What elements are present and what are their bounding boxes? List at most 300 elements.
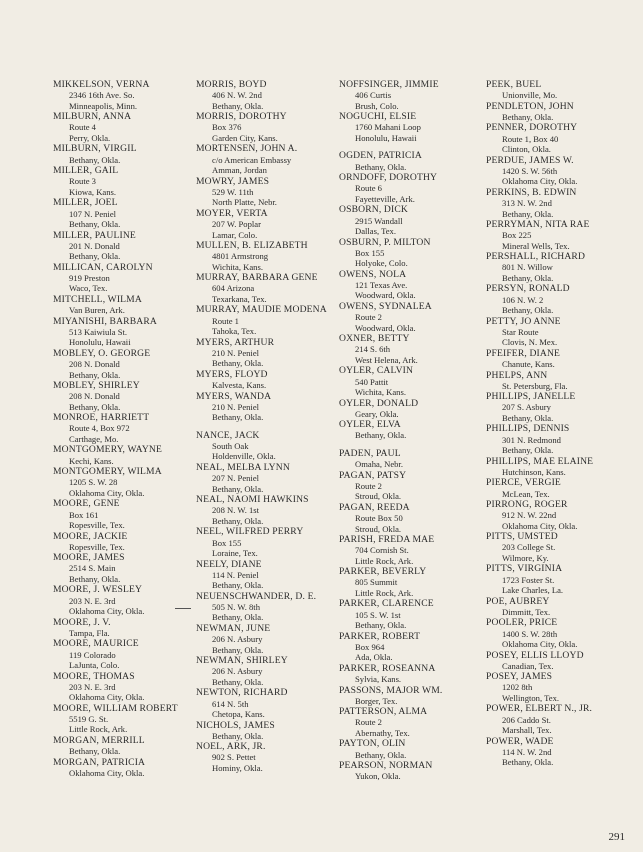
entry-address-line: 704 Cornish St.: [355, 545, 409, 556]
entry-address-line: Holdenville, Okla.: [212, 451, 276, 462]
entry-address-line: Oklahoma City, Okla.: [69, 767, 145, 778]
entry-address-line: Oklahoma City, Okla.: [502, 639, 578, 650]
entry-address-line: 1205 S. W. 28: [69, 477, 118, 488]
entry-address-line: 1420 S. W. 56th: [502, 165, 558, 176]
directory-entry: [53, 757, 193, 779]
entry-address-line: 206 Caddo St.: [502, 714, 551, 725]
entry-address-line: Bethany, Okla.: [212, 676, 264, 687]
entry-name: MILLICAN, CAROLYN: [53, 261, 153, 273]
directory-entry: [486, 596, 636, 618]
directory-entry: [53, 348, 193, 380]
entry-address-line: Bethany, Okla.: [69, 401, 121, 412]
directory-entry: [196, 391, 338, 423]
entry-name: MYERS, WANDA: [196, 390, 272, 402]
entry-address-line: Bethany, Okla.: [69, 251, 121, 262]
entry-name: MURRAY, MAUDIE MODENA: [196, 304, 327, 316]
entry-name: MOORE, J. WESLEY: [53, 584, 143, 596]
entry-name: MOORE, WILLIAM ROBERT: [53, 702, 178, 714]
entry-name: PENDLETON, JOHN: [486, 100, 574, 112]
directory-entry: [339, 566, 481, 598]
entry-address-line: Stroud, Okla.: [355, 523, 402, 534]
entry-name: PADEN, PAUL: [339, 447, 401, 459]
directory-entry: [486, 101, 636, 123]
entry-name: MIYANISHI, BARBARA: [53, 315, 157, 327]
entry-name: PAGAN, PATSY: [339, 469, 407, 481]
entry-name: MONTGOMERY, WILMA: [53, 466, 162, 478]
entry-address-line: 208 N. Donald: [69, 359, 120, 370]
directory-column-4: [486, 79, 636, 768]
directory-entry: [486, 736, 636, 768]
directory-entry: [196, 720, 338, 742]
entry-address-line: Bethany, Okla.: [355, 749, 407, 760]
directory-entry: [486, 79, 636, 101]
entry-address-line: 114 N. W. 2nd: [502, 746, 552, 757]
entry-address-line: Holyoke, Colo.: [355, 258, 408, 269]
directory-entry: [339, 419, 481, 441]
directory-entry: [339, 79, 481, 111]
entry-name: NOFFSINGER, JIMMIE: [339, 79, 439, 90]
directory-entry: [196, 462, 338, 494]
entry-address-line: Route 6: [355, 183, 382, 194]
directory-entry: [53, 703, 193, 735]
entry-name: OYLER, DONALD: [339, 397, 419, 409]
entry-name: NOEL, ARK, JR.: [196, 741, 266, 753]
entry-address-line: Bethany, Okla.: [355, 430, 407, 441]
entry-name: MORGAN, PATRICIA: [53, 756, 146, 768]
entry-name: PERSYN, RONALD: [486, 283, 570, 295]
directory-entry: [196, 559, 338, 591]
entry-name: POOLER, PRICE: [486, 617, 558, 629]
entry-name: MOORE, JACKIE: [53, 530, 128, 542]
directory-entry: [339, 470, 481, 502]
entry-name: MOBLEY, SHIRLEY: [53, 380, 140, 392]
directory-entry: [486, 316, 636, 348]
directory-entry: [196, 240, 338, 272]
entry-name: PAYTON, OLIN: [339, 738, 406, 750]
entry-address-line: 540 Pattit: [355, 376, 389, 387]
entry-address-line: 2514 S. Main: [69, 563, 116, 574]
letter-section-gap: [196, 423, 338, 430]
entry-address-line: Clinton, Okla.: [502, 144, 551, 155]
directory-entry: [486, 617, 636, 649]
directory-entry: [196, 526, 338, 558]
entry-address-line: Canadian, Tex.: [502, 660, 554, 671]
entry-name: PEEK, BUEL: [486, 79, 542, 90]
entry-address-line: Carthage, Mo.: [69, 433, 119, 444]
entry-name: MOORE, JAMES: [53, 552, 125, 564]
entry-name: PARKER, CLARENCE: [339, 598, 434, 610]
directory-entry: [53, 671, 193, 703]
entry-address-line: 5519 G. St.: [69, 713, 109, 724]
entry-name: NEEL, WILFRED PERRY: [196, 526, 304, 538]
entry-name: OYLER, ELVA: [339, 419, 401, 431]
entry-name: MIKKELSON, VERNA: [53, 79, 150, 90]
entry-name: POSEY, ELLIS LLOYD: [486, 649, 584, 661]
entry-address-line: 203 College St.: [502, 542, 556, 553]
entry-name: NEWMAN, SHIRLEY: [196, 655, 288, 667]
entry-name: PARKER, ROBERT: [339, 630, 421, 642]
entry-address-line: Amman, Jordan: [212, 165, 267, 176]
entry-name: OWENS, NOLA: [339, 268, 407, 280]
entry-address-line: Hutchinson, Kans.: [502, 466, 566, 477]
entry-name: NEWMAN, JUNE: [196, 622, 271, 634]
entry-name: MURRAY, BARBARA GENE: [196, 272, 318, 284]
entry-address-line: 301 N. Redmond: [502, 434, 561, 445]
directory-entry: [486, 671, 636, 703]
entry-address-line: 1760 Mahani Loop: [355, 122, 421, 133]
entry-address-line: 106 N. W. 2: [502, 294, 544, 305]
directory-entry: [339, 663, 481, 685]
entry-address-line: McLean, Tex.: [502, 488, 550, 499]
entry-address-line: Bethany, Okla.: [69, 573, 121, 584]
entry-name: PERKINS, B. EDWIN: [486, 186, 577, 198]
entry-name: NICHOLS, JAMES: [196, 719, 275, 731]
directory-entry: [339, 760, 481, 782]
directory-entry: [53, 735, 193, 757]
entry-name: MILLER, GAIL: [53, 165, 119, 177]
entry-address-line: 119 Colorado: [69, 649, 116, 660]
directory-entry: [339, 706, 481, 738]
directory-entry: [53, 111, 193, 143]
entry-address-line: Bethany, Okla.: [502, 305, 554, 316]
entry-name: PHILLIPS, MAE ELAINE: [486, 455, 594, 467]
entry-name: PHILLIPS, JANELLE: [486, 391, 576, 403]
entry-address-line: 604 Arizona: [212, 283, 255, 294]
entry-name: MONROE, HARRIETT: [53, 412, 150, 424]
directory-entry: [53, 316, 193, 348]
entry-address-line: Garden City, Kans.: [212, 132, 278, 143]
entry-name: PATTERSON, ALMA: [339, 706, 428, 718]
entry-name: NEUENSCHWANDER, D. E.: [196, 590, 317, 602]
entry-address-line: Ropesville, Tex.: [69, 520, 125, 531]
directory-entry: [339, 685, 481, 707]
entry-name: MYERS, FLOYD: [196, 368, 268, 380]
entry-name: MOORE, J. V.: [53, 616, 111, 628]
directory-entry: [53, 143, 193, 165]
entry-address-line: Bethany, Okla.: [69, 219, 121, 230]
letter-section-gap: [339, 441, 481, 448]
directory-entry: [486, 650, 636, 672]
directory-entry: [196, 304, 338, 336]
entry-name: MONTGOMERY, WAYNE: [53, 444, 162, 456]
directory-entry: [196, 655, 338, 687]
directory-entry: [339, 738, 481, 760]
entry-name: MORGAN, MERRILL: [53, 734, 145, 746]
directory-entry: [486, 251, 636, 283]
directory-entry: [486, 219, 636, 251]
directory-entry: [196, 369, 338, 391]
entry-name: PIERCE, VERGIE: [486, 477, 561, 489]
directory-entry: [486, 423, 636, 455]
entry-address-line: Clovis, N. Mex.: [502, 337, 558, 348]
entry-address-line: 529 W. 11th: [212, 186, 254, 197]
entry-address-line: Dimmitt, Tex.: [502, 606, 551, 617]
entry-name: OSBURN, P. MILTON: [339, 236, 431, 248]
directory-entry: [53, 617, 193, 639]
margin-mark: [175, 608, 191, 609]
directory-entry: [53, 79, 193, 111]
entry-name: POWER, WADE: [486, 735, 554, 747]
entry-name: MILLER, JOEL: [53, 197, 118, 209]
entry-address-line: Van Buren, Ark.: [69, 305, 125, 316]
letter-section-gap: [339, 143, 481, 150]
entry-address-line: Minneapolis, Minn.: [69, 100, 138, 111]
entry-address-line: Star Route: [502, 326, 539, 337]
entry-address-line: 208 N. Donald: [69, 391, 120, 402]
entry-address-line: St. Petersburg, Fla.: [502, 380, 568, 391]
entry-address-line: 203 N. E. 3rd: [69, 681, 116, 692]
directory-entry: [53, 552, 193, 584]
directory-entry: [196, 208, 338, 240]
entry-address-line: Lamar, Colo.: [212, 229, 258, 240]
directory-entry: [339, 448, 481, 470]
entry-name: PHILLIPS, DENNIS: [486, 423, 570, 435]
directory-entry: [53, 230, 193, 262]
entry-address-line: Chetopa, Kans.: [212, 709, 265, 720]
entry-address-line: Wilmore, Ky.: [502, 552, 549, 563]
entry-name: ORNDOFF, DOROTHY: [339, 172, 438, 184]
entry-address-line: Brush, Colo.: [355, 100, 399, 111]
directory-entry: [53, 498, 193, 530]
entry-address-line: Fayetteville, Ark.: [355, 193, 415, 204]
entry-name: MORRIS, DOROTHY: [196, 111, 287, 123]
entry-address-line: Little Rock, Ark.: [69, 724, 128, 735]
directory-entry: [53, 466, 193, 498]
entry-address-line: 203 N. E. 3rd: [69, 595, 116, 606]
entry-address-line: 1202 8th: [502, 682, 533, 693]
entry-address-line: 207 N. Peniel: [212, 473, 260, 484]
entry-address-line: Yukon, Okla.: [355, 771, 401, 782]
entry-name: PERSHALL, RICHARD: [486, 251, 586, 263]
directory-entry: [53, 638, 193, 670]
entry-address-line: 406 Curtis: [355, 90, 392, 101]
entry-name: MOORE, THOMAS: [53, 670, 135, 682]
entry-name: MOBLEY, O. GEORGE: [53, 347, 151, 359]
entry-address-line: Omaha, Nebr.: [355, 459, 403, 470]
entry-address-line: Chanute, Kans.: [502, 359, 555, 370]
entry-name: MOORE, MAURICE: [53, 638, 139, 650]
entry-name: MILBURN, VIRGIL: [53, 143, 137, 155]
entry-address-line: Box 155: [355, 247, 385, 258]
entry-address-line: Box 225: [502, 230, 532, 241]
entry-address-line: North Platte, Nebr.: [212, 197, 277, 208]
entry-address-line: 4801 Armstrong: [212, 251, 269, 262]
entry-name: NEELY, DIANE: [196, 558, 262, 570]
entry-name: NEWTON, RICHARD: [196, 687, 288, 699]
directory-entry: [339, 333, 481, 365]
entry-address-line: Woodward, Okla.: [355, 290, 416, 301]
entry-name: PHELPS, ANN: [486, 369, 548, 381]
entry-name: PERRYMAN, NITA RAE: [486, 219, 590, 231]
directory-entry: [53, 262, 193, 294]
directory-entry: [196, 430, 338, 462]
directory-entry: [339, 269, 481, 301]
entry-address-line: Bethany, Okla.: [502, 272, 554, 283]
directory-entry: [486, 499, 636, 531]
directory-entry: [339, 631, 481, 663]
entry-address-line: Bethany, Okla.: [212, 483, 264, 494]
directory-column-2: [196, 79, 338, 773]
entry-address-line: Bethany, Okla.: [212, 644, 264, 655]
page-number: 291: [608, 831, 625, 843]
entry-address-line: Wellington, Tex.: [502, 692, 560, 703]
entry-address-line: 214 S. 6th: [355, 344, 391, 355]
entry-name: PIRRONG, ROGER: [486, 499, 568, 511]
entry-address-line: Bethany, Okla.: [212, 515, 264, 526]
entry-address-line: 207 S. Asbury: [502, 402, 551, 413]
entry-address-line: Mineral Wells, Tex.: [502, 240, 570, 251]
entry-name: PASSONS, MAJOR WM.: [339, 684, 443, 696]
directory-entry: [339, 301, 481, 333]
entry-address-line: Bethany, Okla.: [502, 757, 554, 768]
entry-address-line: Tahoka, Tex.: [212, 326, 257, 337]
entry-name: PEARSON, NORMAN: [339, 760, 433, 772]
entry-address-line: Bethany, Okla.: [212, 358, 264, 369]
entry-address-line: 114 N. Peniel: [212, 569, 259, 580]
directory-entry: [196, 337, 338, 369]
entry-address-line: Bethany, Okla.: [212, 100, 264, 111]
directory-entry: [196, 494, 338, 526]
directory-entry: [53, 197, 193, 229]
directory-entry: [339, 111, 481, 143]
entry-address-line: 801 N. Willow: [502, 262, 553, 273]
entry-name: OXNER, BETTY: [339, 333, 410, 345]
directory-entry: [196, 272, 338, 304]
entry-address-line: 313 N. W. 2nd: [502, 198, 552, 209]
entry-address-line: 107 N. Peniel: [69, 208, 117, 219]
entry-address-line: Route 1, Box 40: [502, 133, 559, 144]
entry-address-line: Loraine, Tex.: [212, 548, 258, 559]
entry-name: POWER, ELBERT N., JR.: [486, 703, 593, 715]
entry-name: OSBORN, DICK: [339, 204, 408, 216]
entry-name: MOYER, VERTA: [196, 207, 268, 219]
directory-entry: [486, 348, 636, 370]
entry-address-line: Little Rock, Ark.: [355, 587, 414, 598]
entry-address-line: Tampa, Fla.: [69, 627, 110, 638]
entry-address-line: 206 N. Asbury: [212, 666, 263, 677]
entry-address-line: Woodward, Okla.: [355, 322, 416, 333]
directory-entry: [339, 237, 481, 269]
entry-address-line: 2915 Wandall: [355, 215, 403, 226]
entry-address-line: Hominy, Okla.: [212, 762, 263, 773]
entry-address-line: Bethany, Okla.: [502, 412, 554, 423]
entry-address-line: 406 N. W. 2nd: [212, 90, 262, 101]
directory-entry: [196, 591, 338, 623]
entry-name: MOWRY, JAMES: [196, 175, 270, 187]
entry-address-line: 105 S. W. 1st: [355, 609, 401, 620]
directory-entry: [486, 456, 636, 478]
entry-address-line: 208 N. W. 1st: [212, 505, 260, 516]
directory-column-3: [339, 79, 481, 782]
entry-address-line: c/o American Embassy: [212, 154, 292, 165]
entry-address-line: Route 2: [355, 480, 382, 491]
entry-address-line: South Oak: [212, 440, 249, 451]
directory-entry: [486, 477, 636, 499]
entry-address-line: Honolulu, Hawaii: [355, 132, 417, 143]
directory-entry: [486, 370, 636, 392]
directory-entry: [196, 79, 338, 111]
entry-address-line: Sylvia, Kans.: [355, 674, 402, 685]
entry-address-line: Ropesville, Tex.: [69, 541, 125, 552]
entry-address-line: 1723 Foster St.: [502, 574, 555, 585]
entry-name: NOGUCHI, ELSIE: [339, 111, 417, 123]
entry-address-line: LaJunta, Colo.: [69, 660, 120, 671]
entry-address-line: Bethany, Okla.: [212, 612, 264, 623]
entry-address-line: Bethany, Okla.: [212, 580, 264, 591]
directory-entry: [486, 155, 636, 187]
entry-address-line: Box 161: [69, 509, 99, 520]
entry-address-line: Route 4, Box 972: [69, 423, 130, 434]
entry-address-line: 121 Texas Ave.: [355, 279, 408, 290]
entry-address-line: Route 3: [69, 176, 96, 187]
entry-address-line: Lake Charles, La.: [502, 585, 564, 596]
directory-entry: [339, 365, 481, 397]
directory-entry: [196, 111, 338, 143]
directory-entry: [486, 563, 636, 595]
entry-address-line: Oklahoma City, Okla.: [502, 176, 578, 187]
entry-name: MILLER, PAULINE: [53, 229, 136, 241]
entry-name: POE, AUBREY: [486, 595, 550, 607]
directory-entry: [196, 741, 338, 773]
entry-address-line: Route 4: [69, 122, 96, 133]
entry-address-line: Kechi, Kans.: [69, 455, 114, 466]
entry-address-line: Marshall, Tex.: [502, 725, 552, 736]
directory-entry: [486, 283, 636, 315]
entry-address-line: Bethany, Okla.: [69, 746, 121, 757]
entry-name: OGDEN, PATRICIA: [339, 150, 422, 162]
entry-address-line: Kalvesta, Kans.: [212, 380, 267, 391]
directory-entry: [486, 391, 636, 423]
entry-address-line: Texarkana, Tex.: [212, 293, 267, 304]
entry-address-line: Route Box 50: [355, 513, 403, 524]
entry-address-line: Ada, Okla.: [355, 652, 393, 663]
entry-address-line: Stroud, Okla.: [355, 491, 402, 502]
entry-address-line: Box 155: [212, 537, 242, 548]
directory-entry: [339, 204, 481, 236]
entry-name: OYLER, CALVIN: [339, 365, 414, 377]
entry-address-line: Bethany, Okla.: [502, 111, 554, 122]
entry-address-line: Box 376: [212, 122, 242, 133]
entry-address-line: 614 N. 5th: [212, 698, 249, 709]
entry-name: PFEIFER, DIANE: [486, 347, 561, 359]
entry-name: POSEY, JAMES: [486, 671, 553, 683]
entry-address-line: Oklahoma City, Okla.: [502, 520, 578, 531]
entry-address-line: Bethany, Okla.: [355, 620, 407, 631]
entry-address-line: Perry, Okla.: [69, 132, 111, 143]
entry-address-line: 201 N. Donald: [69, 240, 120, 251]
entry-address-line: Waco, Tex.: [69, 283, 108, 294]
entry-name: MORTENSEN, JOHN A.: [196, 143, 298, 155]
entry-name: NANCE, JACK: [196, 429, 260, 441]
entry-address-line: Geary, Okla.: [355, 408, 399, 419]
entry-address-line: Bethany, Okla.: [502, 208, 554, 219]
entry-address-line: Route 1: [212, 315, 239, 326]
entry-name: PARKER, BEVERLY: [339, 566, 427, 578]
entry-address-line: Unionville, Mo.: [502, 90, 558, 101]
directory-entry: [53, 584, 193, 616]
entry-name: MORRIS, BOYD: [196, 79, 267, 90]
entry-address-line: Oklahoma City, Okla.: [69, 692, 145, 703]
directory-entry: [196, 176, 338, 208]
entry-address-line: 902 S. Pettet: [212, 752, 256, 763]
entry-address-line: Bethany, Okla.: [69, 369, 121, 380]
entry-address-line: Bethany, Okla.: [355, 161, 407, 172]
entry-address-line: 210 N. Peniel: [212, 347, 260, 358]
entry-name: MOORE, GENE: [53, 498, 120, 510]
entry-name: PARKER, ROSEANNA: [339, 662, 436, 674]
entry-address-line: Bethany, Okla.: [502, 445, 554, 456]
directory-entry: [196, 623, 338, 655]
